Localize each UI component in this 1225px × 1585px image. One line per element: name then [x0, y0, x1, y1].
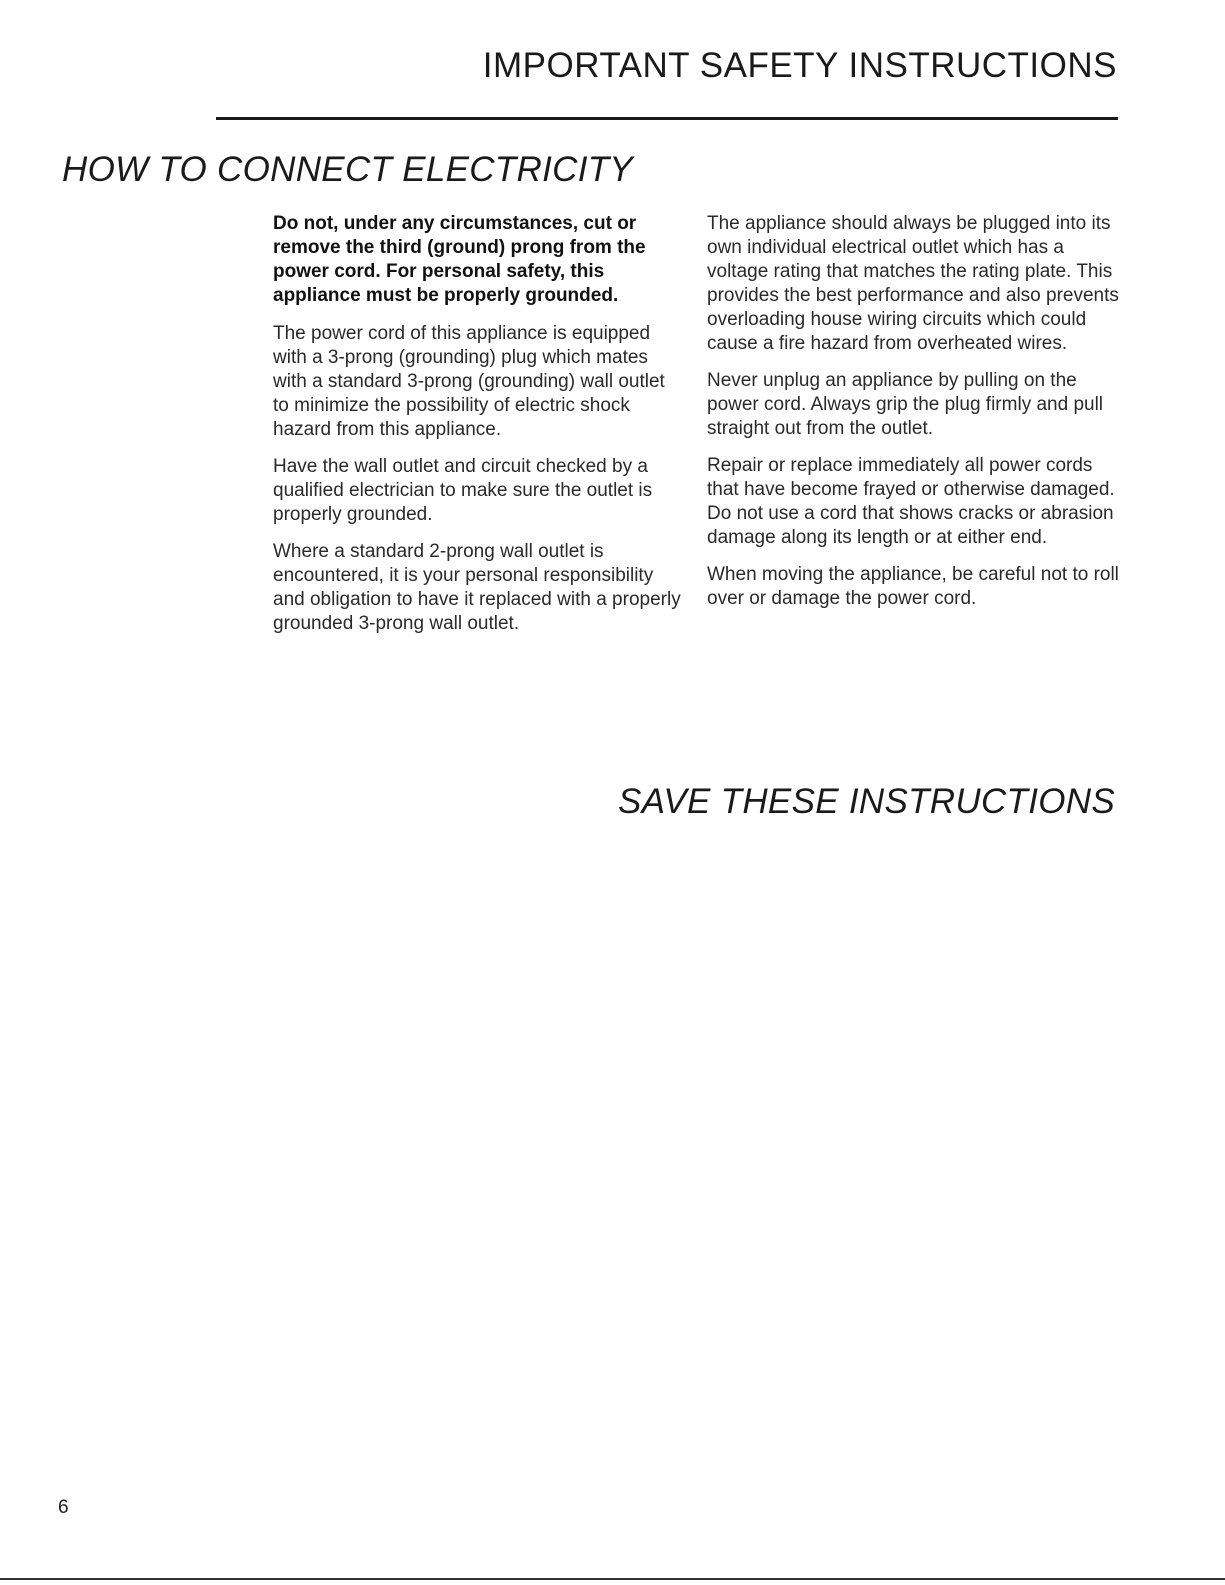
save-instructions-title: SAVE THESE INSTRUCTIONS: [618, 782, 1115, 821]
section-title: HOW TO CONNECT ELECTRICITY: [62, 150, 634, 189]
paragraph-unplug: Never unplug an appliance by pulling on the power cord. Always grip the plug firmly and pull straight out from the outlet.: [707, 370, 1104, 439]
paragraph-two-prong: Where a standard 2-prong wall outlet is encountered, it is your personal responsibility and obligation to have it replaced with a properly grounded 3-prong wall outlet.: [273, 541, 681, 634]
paragraph-outlet-check: Have the wall outlet and circuit checked by a qualified electrician to make sure the outlet is properly grounded.: [273, 456, 653, 525]
grounding-warning: Do not, under any circumstances, cut or remove the third (ground) prong from the power cord. For personal safety, this appliance must be properly grounded.: [273, 213, 646, 306]
paragraph-moving: When moving the appliance, be careful not to roll over or damage the power cord.: [707, 564, 1119, 609]
page-header-title: IMPORTANT SAFETY INSTRUCTIONS: [482, 46, 1117, 85]
page-number: 6: [58, 1497, 69, 1518]
header-divider: [216, 117, 1118, 120]
bottom-divider: [0, 1578, 1225, 1580]
paragraph-repair-cords: Repair or replace immediately all power cords that have become frayed or otherwise damaged. Do not use a cord that shows cracks or abrasion damage along its length or at either end.: [707, 455, 1115, 548]
right-column: [707, 212, 1127, 624]
paragraph-individual-outlet: The appliance should always be plugged into its own individual electrical outlet which has a voltage rating that matches the rating plate. This provides the best performance and also prevents overloading house wiring circuits which could cause a fire hazard from overheated wires.: [707, 213, 1119, 354]
left-column: [273, 212, 683, 649]
paragraph-power-cord: The power cord of this appliance is equipped with a 3-prong (grounding) plug which mates with a standard 3-prong (grounding) wall outlet to minimize the possibility of electric shock hazard from this appliance.: [273, 323, 665, 440]
